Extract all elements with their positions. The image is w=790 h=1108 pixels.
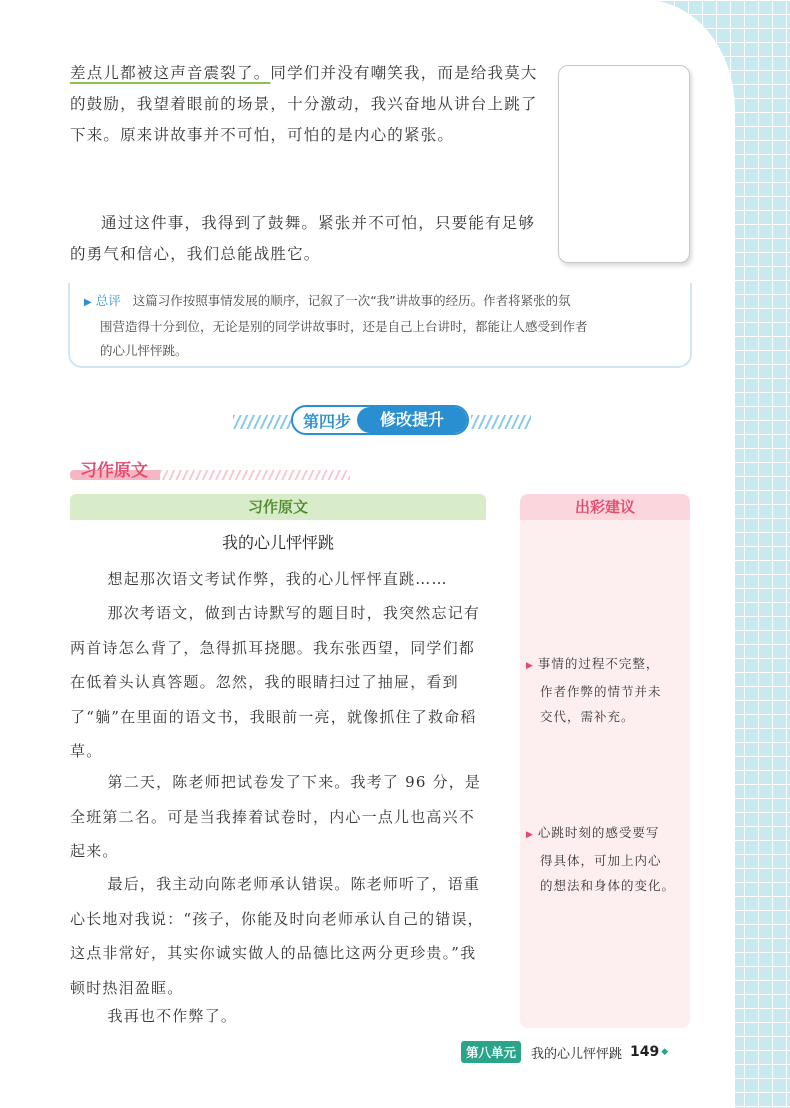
triangle-icon: ▶ <box>526 661 534 671</box>
essay-paragraph: 最后，我主动向陈老师承认错误。陈老师听了，语重心长地对我说：“孩子，你能及时向老师承认自己的错误，这点非常好，其实你诚实做人的品德比这两分更珍贵。”我顿时热泪盈眶。 <box>70 875 484 997</box>
section-tag-label: 习作原文 <box>80 461 148 481</box>
page-footer <box>461 1041 668 1063</box>
suggestion-line: 事情的过程不完整， <box>537 656 660 671</box>
underlined-text: 差点儿都被这声音震裂了。 <box>70 64 271 82</box>
suggestion-column-header: 出彩建议 <box>520 494 690 520</box>
essay-column-header: 习作原文 <box>70 494 486 520</box>
essay-title: 我的心儿怦怦跳 <box>221 533 334 552</box>
diamond-icon: ◆ <box>661 1047 669 1057</box>
comment-line-1: 这篇习作按照事情发展的顺序，记叙了一次“我”讲故事的经历。作者将紧张的氛 <box>132 293 571 308</box>
essay-paragraph: 那次考语文，做到古诗默写的题目时，我突然忘记有两首诗怎么背了，急得抓耳挠腮。我东张西望，同学们都在低着头认真答题。忽然，我的眼睛扫过了抽屉，看到了“躺”在里面的语文书，我眼前一亮，就像抓住了救命稻草。 <box>70 604 481 760</box>
triangle-icon: ▶ <box>84 297 92 308</box>
paragraph-1 <box>70 58 540 151</box>
step-banner <box>233 405 533 437</box>
essay-paragraph: 想起那次语文考试作弊，我的心儿怦怦直跳…… <box>107 570 448 588</box>
stripe-decoration-right <box>471 415 531 429</box>
unit-badge: 第八单元 <box>461 1041 521 1063</box>
comment-text <box>84 289 684 363</box>
suggestion-column <box>520 520 690 1028</box>
comment-line-2: 围营造得十分到位，无论是别的同学讲故事时，还是自己上台讲时，都能让人感受到作者 <box>100 319 588 334</box>
photo-placeholder <box>558 65 690 263</box>
step-number: 第四步 <box>303 411 352 431</box>
suggestion-item <box>526 820 686 898</box>
step-name: 修改提升 <box>357 407 467 433</box>
comment-label: 总评 <box>95 293 121 308</box>
suggestion-line: 得具体，可加上内心 <box>540 853 662 868</box>
suggestion-line: 作者作弊的情节并未 <box>540 684 662 699</box>
suggestion-line: 心跳时刻的感受要写 <box>537 825 660 840</box>
suggestion-line: 交代，需补充。 <box>540 709 635 724</box>
section-tag <box>70 456 148 480</box>
paragraph-1-rest: 同学们并没有嘲笑我，而是给我莫大的鼓励，我望着眼前的场景，十分激动，我兴奋地从讲台上跳了下来。原来讲故事并不可怕，可怕的是内心的紧张。 <box>70 64 538 144</box>
essay-paragraph: 第二天，陈老师把试卷发了下来。我考了 96 分，是全班第二名。可是当我捧着试卷时，内心一点儿也高兴不起来。 <box>70 773 482 860</box>
section-tag-stripe <box>160 470 350 480</box>
footer-title: 我的心儿怦怦跳 <box>531 1046 623 1062</box>
suggestion-item <box>526 651 686 729</box>
stripe-decoration-left <box>233 415 293 429</box>
page-number: 149 <box>630 1044 660 1060</box>
comment-line-3: 的心儿怦怦跳。 <box>100 343 188 358</box>
grid-background <box>730 0 790 1108</box>
essay-paragraph: 我再也不作弊了。 <box>107 1007 238 1025</box>
suggestion-line: 的想法和身体的变化。 <box>540 878 676 893</box>
paragraph-2: 通过这件事，我得到了鼓舞。紧张并不可怕，只要能有足够的勇气和信心，我们总能战胜它。 <box>70 214 536 263</box>
triangle-icon: ▶ <box>526 830 534 840</box>
step-pill <box>291 405 469 435</box>
